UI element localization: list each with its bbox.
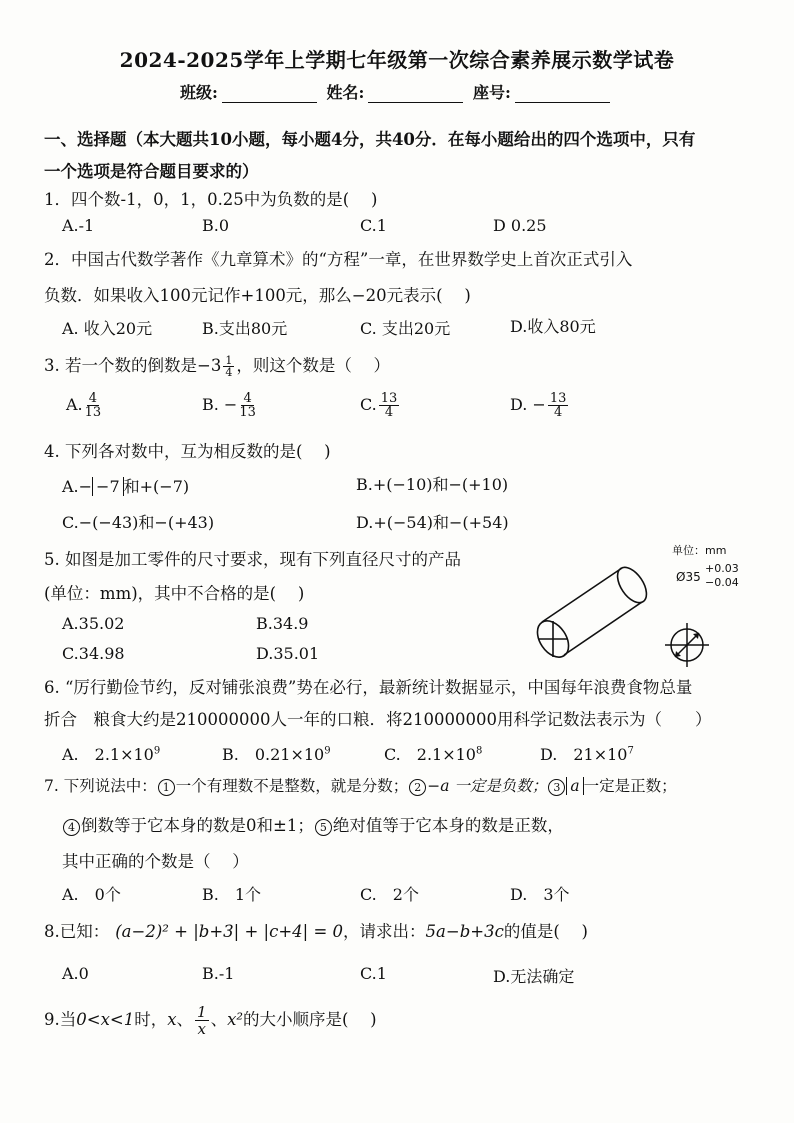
- q5-fig-unit: 单位：mm: [672, 544, 727, 557]
- q3-stem-fraction: [223, 355, 234, 378]
- q5-option-d[interactable]: D.35.01: [256, 644, 320, 663]
- exam-title: 2024-2025学年上学期七年级第一次综合素养展示数学试卷: [119, 48, 675, 72]
- q5-fig-dimension: Ø35: [676, 570, 701, 584]
- q5-option-a[interactable]: A.35.02: [62, 614, 125, 633]
- q3-option-c-fraction: [379, 392, 400, 419]
- q3-option-d-fraction: [548, 392, 569, 419]
- q7-option-d[interactable]: D. 3个: [510, 885, 570, 904]
- class-label: 班级:: [180, 83, 218, 102]
- q3-b-num: 4: [243, 391, 252, 406]
- q7-option-b[interactable]: B. 1个: [202, 885, 262, 904]
- q3-option-a-label: A.: [66, 395, 83, 414]
- q9-x: x: [167, 1010, 177, 1029]
- q3-option-a[interactable]: [66, 392, 103, 419]
- q3-stem-frac-den: 4: [225, 366, 233, 379]
- q8-equation: (a−2)² + |b+3| + |c+4| = 0: [115, 922, 344, 941]
- q9-x-squared: x²: [227, 1010, 243, 1029]
- section-title-line1: 一、选择题（本大题共10小题，每小题4分，共40分．在每小题给出的四个选项中，只有: [44, 130, 696, 149]
- q2-option-c[interactable]: C. 支出20元: [360, 319, 451, 338]
- q3-option-b[interactable]: [202, 392, 258, 419]
- q6-c-exp: 8: [475, 745, 483, 757]
- q3-stem-pre: 3. 若一个数的倒数是−3: [44, 356, 222, 375]
- q3-option-c[interactable]: [360, 392, 401, 419]
- q7-line2-b: 绝对值等于它本身的数是正数，: [332, 816, 564, 835]
- q2-line1: 2．中国古代数学著作《九章算术》的“方程”一章，在世界数学史上首次正式引入: [44, 250, 633, 269]
- q2-option-d[interactable]: D.收入80元: [510, 317, 596, 336]
- q6-option-c[interactable]: [384, 742, 482, 765]
- q9-sep-1: 、: [176, 1010, 194, 1029]
- q9-stem-pre: 9.当: [44, 1010, 77, 1029]
- q3-a-num: 4: [88, 391, 98, 406]
- q2-option-b[interactable]: B.支出80元: [202, 319, 288, 338]
- q4-option-c[interactable]: C.−(−43)和−(+43): [62, 513, 215, 532]
- q6-line2: 折合 粮食大约是210000000人一年的口粮．将210000000用科学记数法表示为（ ）: [44, 710, 712, 729]
- student-info-line: [180, 80, 614, 103]
- q3-option-d-label: D. −: [510, 395, 546, 414]
- q6-line1: 6. “厉行勤俭节约，反对铺张浪费”势在必行，最新统计数据显示，中国每年浪费食物总量: [44, 678, 693, 697]
- q1-option-c[interactable]: C.1: [360, 216, 387, 235]
- q5-option-c[interactable]: C.34.98: [62, 644, 125, 663]
- q1-stem: 1．四个数-1，0，1，0.25中为负数的是( ): [44, 190, 378, 209]
- q9-stem-mid: 时，: [134, 1010, 168, 1029]
- q8-option-d[interactable]: D.无法确定: [493, 967, 575, 986]
- q4-a-post: 和+(−7): [123, 477, 190, 496]
- q5-line2: (单位：mm)，其中不合格的是( ): [44, 584, 305, 603]
- q8-expression: 5a−b+3c: [425, 922, 504, 941]
- q7-line2-a: 倒数等于它本身的数是0和±1；: [81, 816, 314, 835]
- q1-option-a[interactable]: A.-1: [62, 216, 95, 235]
- q4-option-d[interactable]: D.+(−54)和−(+54): [356, 513, 509, 532]
- q7-option-c[interactable]: C. 2个: [360, 885, 419, 904]
- q5-cylinder-figure: [530, 560, 660, 660]
- q5-fig-tolerance-down: −0.04: [705, 576, 739, 589]
- q1-option-b[interactable]: B.0: [202, 216, 230, 235]
- q7-circle-1: 1: [158, 779, 175, 796]
- q6-b-exp: 9: [324, 745, 331, 757]
- q9-condition: 0<x<1: [76, 1010, 135, 1029]
- q7-line2: [62, 812, 564, 836]
- q7-line3: 其中正确的个数是（ ）: [62, 852, 249, 871]
- q7-line1-b: 一个有理数不是整数，就是分数；: [175, 777, 409, 795]
- q6-option-b[interactable]: [222, 742, 331, 765]
- q6-a-exp: 9: [153, 745, 161, 757]
- q5-cross-section-figure: [662, 620, 712, 670]
- q7-circle-5: 5: [315, 819, 332, 836]
- q6-option-d[interactable]: [540, 742, 634, 765]
- q9-stem: [44, 1004, 377, 1037]
- q4-a-abs: −7: [92, 477, 124, 496]
- q3-stem-post: ，则这个数是（ ）: [236, 356, 391, 375]
- section-title-line2: 一个选项是符合题目要求的）: [44, 162, 259, 181]
- q8-stem-mid: ，请求出：: [343, 922, 426, 941]
- q3-c-den: 4: [384, 405, 394, 420]
- q7-line1-e: 一定是正数；: [583, 777, 677, 795]
- q3-d-num: 13: [549, 391, 567, 406]
- q6-d-exp: 7: [627, 745, 634, 757]
- q4-option-b[interactable]: B.+(−10)和−(+10): [356, 475, 509, 494]
- q6-a-base: A. 2.1×10: [62, 745, 154, 764]
- q2-option-a[interactable]: A. 收入20元: [62, 319, 153, 338]
- q8-stem-post: 的值是( ): [503, 922, 588, 941]
- seat-blank[interactable]: [515, 86, 610, 103]
- q9-sep-2: 、: [210, 1010, 228, 1029]
- q4-option-a[interactable]: [62, 474, 189, 497]
- q6-c-base: C. 2.1×10: [384, 745, 476, 764]
- q6-d-base: D. 21×10: [540, 745, 628, 764]
- q5-fig-tolerance-up: +0.03: [705, 562, 739, 575]
- q8-stem-pre: 8.已知：: [44, 922, 110, 941]
- q3-stem: [44, 352, 390, 378]
- q7-line1-a: 7. 下列说法中：: [44, 777, 157, 795]
- q2-line2: 负数．如果收入100元记作+100元，那么−20元表示( ): [44, 286, 471, 305]
- q5-line1: 5. 如图是加工零件的尺寸要求，现有下列直径尺寸的产品: [44, 550, 461, 569]
- q1-option-d[interactable]: D 0.25: [493, 216, 547, 235]
- q4-stem: 4. 下列各对数中，互为相反数的是( ): [44, 442, 331, 461]
- q6-b-base: B. 0.21×10: [222, 745, 325, 764]
- q5-option-b[interactable]: B.34.9: [256, 614, 309, 633]
- q7-line1: [44, 774, 677, 796]
- q3-c-num: 13: [380, 391, 398, 406]
- name-blank[interactable]: [368, 86, 463, 103]
- q3-option-b-fraction: [239, 392, 256, 419]
- q3-a-den: 13: [84, 405, 102, 420]
- q6-option-a[interactable]: [62, 742, 160, 765]
- q7-option-a[interactable]: A. 0个: [62, 885, 121, 904]
- q9-stem-post: 的大小顺序是( ): [242, 1010, 377, 1029]
- q9-fraction: [195, 1004, 209, 1037]
- q8-option-b[interactable]: B.-1: [202, 964, 235, 983]
- q9-frac-den: x: [197, 1020, 207, 1038]
- q4-a-pre: A.−: [62, 477, 93, 496]
- q7-abs-a: a: [566, 777, 583, 795]
- q3-d-den: 4: [553, 405, 563, 420]
- q7-circle-4: 4: [63, 819, 80, 836]
- class-blank[interactable]: [222, 86, 317, 103]
- name-label: 姓名:: [326, 83, 365, 102]
- q7-circle-2: 2: [409, 779, 426, 796]
- q3-option-c-label: C.: [360, 395, 377, 414]
- q7-line1-c: −a 一定是负数；: [427, 777, 548, 795]
- q3-b-den: 13: [239, 405, 256, 420]
- q9-frac-num: 1: [197, 1003, 207, 1021]
- q8-stem: [44, 918, 588, 942]
- q8-option-c[interactable]: C.1: [360, 964, 387, 983]
- q3-option-b-label: B. −: [202, 395, 238, 414]
- q8-option-a[interactable]: A.0: [62, 964, 89, 983]
- q3-stem-frac-num: 1: [225, 354, 233, 367]
- seat-label: 座号:: [473, 83, 511, 102]
- q3-option-a-fraction: [85, 392, 102, 419]
- q7-circle-3: 3: [548, 779, 565, 796]
- q3-option-d[interactable]: [510, 392, 570, 419]
